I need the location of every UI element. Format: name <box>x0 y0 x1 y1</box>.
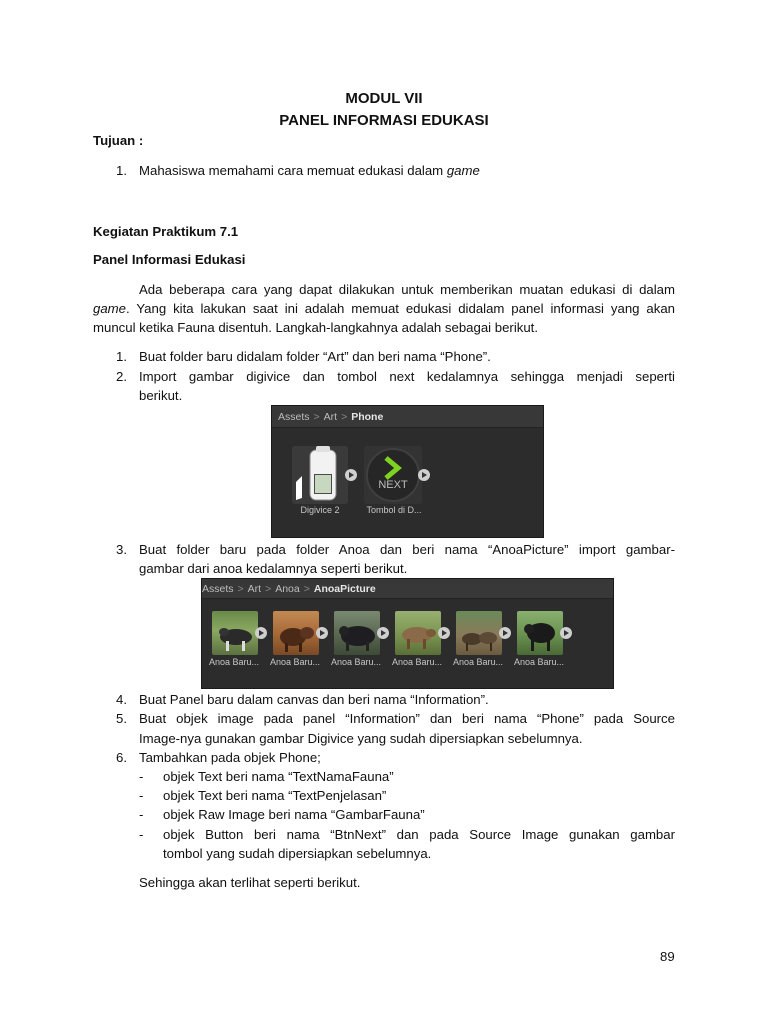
step-num: 6. <box>116 750 127 765</box>
expand-icon[interactable] <box>438 627 450 639</box>
crumb-current[interactable]: AnoaPicture <box>313 583 376 595</box>
expand-icon[interactable] <box>316 627 328 639</box>
asset-digivice[interactable] <box>292 446 348 504</box>
step-text: Tambahkan pada objek Phone; <box>139 750 321 765</box>
asset-label: Anoa Baru... <box>452 657 504 667</box>
paragraph-line-3: muncul ketika Fauna disentuh. Langkah-langkahnya adalah sebagai berikut. <box>93 320 539 335</box>
crumb-art[interactable]: Art <box>247 583 262 595</box>
tujuan-num: 1. <box>116 163 127 178</box>
asset-label: Anoa Baru... <box>391 657 443 667</box>
anoa-photo-icon <box>456 611 502 655</box>
asset-label: Tombol di D... <box>366 505 422 515</box>
next-text: NEXT <box>378 479 408 491</box>
anoa-photo-icon <box>334 611 380 655</box>
module-subtitle: PANEL INFORMASI EDUKASI <box>279 112 489 129</box>
asset-anoa-2[interactable] <box>273 611 319 655</box>
crumb-current[interactable]: Phone <box>351 411 384 423</box>
anoa-photo-icon <box>273 611 319 655</box>
step-text: Buat objek image pada panel “Information” dan beri nama “Phone” pada Source <box>139 711 675 726</box>
asset-next-button[interactable] <box>364 446 422 504</box>
subitem-text: objek Button beri nama “BtnNext” dan pada Source Image gunakan gambar <box>163 827 675 842</box>
paragraph-line-2: game. Yang kita lakukan saat ini adalah memuat edukasi didalam panel informasi yang akan <box>93 301 675 316</box>
bullet-dash: - <box>139 827 144 842</box>
step-num: 2. <box>116 369 127 384</box>
step-text: Import gambar digivice dan tombol next kedalamnya sehingga menjadi seperti <box>139 369 675 384</box>
step-text: Image-nya gunakan gambar Digivice yang sudah dipersiapkan sebelumnya. <box>139 731 583 746</box>
asset-anoa-4[interactable] <box>395 611 441 655</box>
asset-label: Anoa Baru... <box>269 657 321 667</box>
tujuan-label: Tujuan : <box>93 133 144 148</box>
bullet-dash: - <box>139 769 144 784</box>
kegiatan-heading: Kegiatan Praktikum 7.1 <box>93 224 239 239</box>
subitem-text: tombol yang sudah dipersiapkan sebelumnya. <box>163 846 432 861</box>
paragraph-line-1: Ada beberapa cara yang dapat dilakukan untuk memberikan muatan edukasi di dalam <box>139 282 675 297</box>
step-text: Buat Panel baru dalam canvas dan beri nama “Information”. <box>139 692 489 707</box>
step-num: 3. <box>116 542 127 557</box>
anoa-photo-icon <box>395 611 441 655</box>
unity-project-panel-phone <box>271 405 544 538</box>
crumb-assets[interactable]: Assets <box>202 583 234 595</box>
subitem-text: objek Text beri nama “TextNamaFauna” <box>163 769 394 784</box>
module-title: MODUL VII <box>345 90 423 107</box>
step-text: Buat folder baru pada folder Anoa dan beri nama “AnoaPicture” import gambar- <box>139 542 675 557</box>
expand-icon[interactable] <box>255 627 267 639</box>
anoa-photo-icon <box>517 611 563 655</box>
unity-project-panel-anoa <box>201 578 614 689</box>
asset-label: Anoa Baru... <box>208 657 260 667</box>
asset-label: Anoa Baru... <box>513 657 565 667</box>
closing-text: Sehingga akan terlihat seperti berikut. <box>139 875 361 890</box>
anoa-photo-icon <box>212 611 258 655</box>
step-text: Buat folder baru didalam folder “Art” dan beri nama “Phone”. <box>139 349 491 364</box>
breadcrumb: Assets > Art > Phone <box>272 406 543 428</box>
step-text: berikut. <box>139 388 183 403</box>
step-num: 4. <box>116 692 127 707</box>
breadcrumb: Assets > Art > Anoa > AnoaPicture <box>202 579 613 599</box>
section-subheading: Panel Informasi Edukasi <box>93 252 246 267</box>
asset-anoa-5[interactable] <box>456 611 502 655</box>
bullet-dash: - <box>139 807 144 822</box>
asset-label: Digivice 2 <box>300 505 340 515</box>
subitem-text: objek Text beri nama “TextPenjelasan” <box>163 788 387 803</box>
asset-anoa-1[interactable] <box>212 611 258 655</box>
step-num: 5. <box>116 711 127 726</box>
expand-icon[interactable] <box>377 627 389 639</box>
crumb-anoa[interactable]: Anoa <box>275 583 300 595</box>
digivice-icon <box>292 446 348 504</box>
asset-anoa-6[interactable] <box>517 611 563 655</box>
asset-label: Anoa Baru... <box>330 657 382 667</box>
subitem-text: objek Raw Image beri nama “GambarFauna” <box>163 807 425 822</box>
step-num: 1. <box>116 349 127 364</box>
expand-icon[interactable] <box>418 469 430 481</box>
tujuan-item: Mahasiswa memahami cara memuat edukasi dalam game <box>139 163 480 178</box>
expand-icon[interactable] <box>499 627 511 639</box>
bullet-dash: - <box>139 788 144 803</box>
page-number: 89 <box>660 949 675 964</box>
step-text: gambar dari anoa kedalamnya seperti berikut. <box>139 561 408 576</box>
crumb-assets[interactable]: Assets <box>278 411 310 423</box>
expand-icon[interactable] <box>345 469 357 481</box>
expand-icon[interactable] <box>560 627 572 639</box>
asset-anoa-3[interactable] <box>334 611 380 655</box>
next-button-icon <box>364 446 422 504</box>
crumb-art[interactable]: Art <box>323 411 338 423</box>
